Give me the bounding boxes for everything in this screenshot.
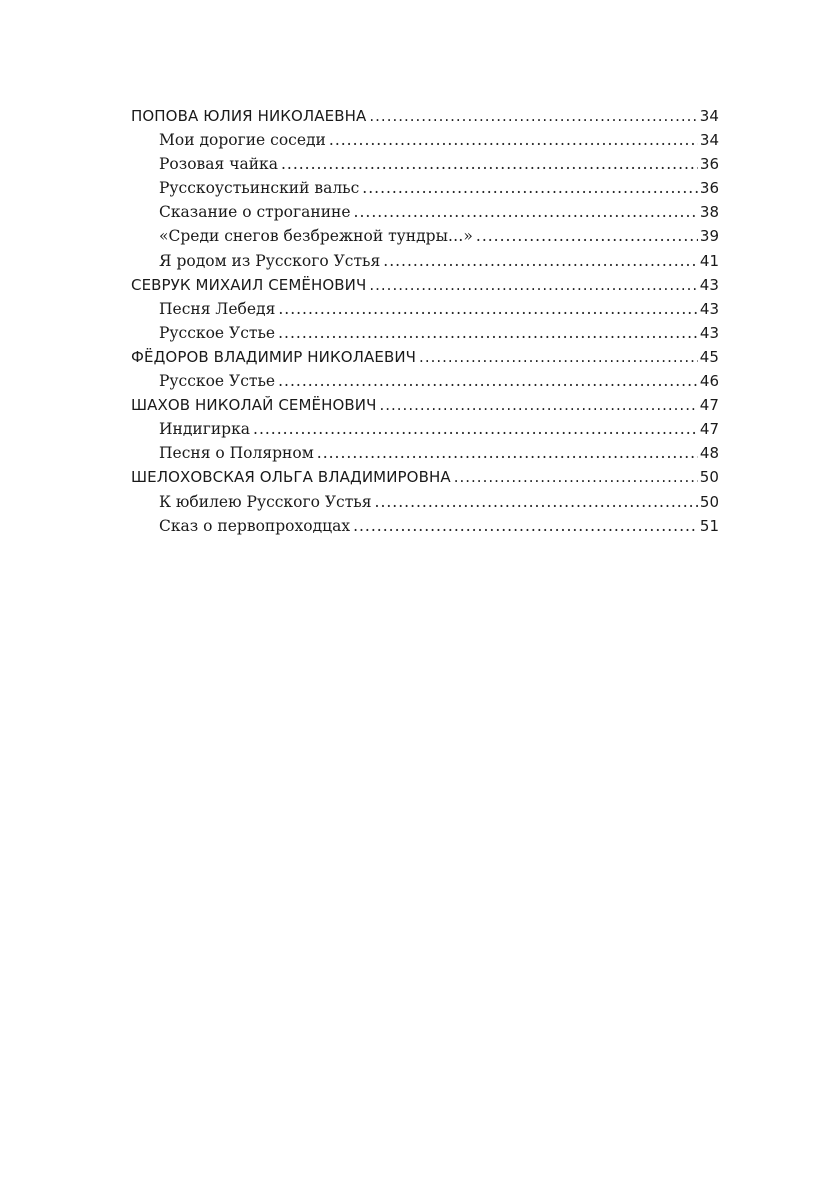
page-number: 47 <box>699 420 719 439</box>
toc-author-entry[interactable] <box>131 273 719 297</box>
page-number: 48 <box>699 444 719 463</box>
author-name: СЕВРУК МИХАИЛ СЕМЁНОВИЧ <box>131 275 367 294</box>
dot-leader <box>354 200 698 224</box>
page-number: 46 <box>699 372 719 391</box>
work-title: Мои дорогие соседи <box>159 131 326 150</box>
work-title: К юбилею Русского Устья <box>159 492 372 511</box>
dot-leader <box>369 273 697 297</box>
work-title: «Среди снегов безбрежной тундры…» <box>159 227 473 246</box>
toc-work-entry[interactable] <box>131 369 719 393</box>
dot-leader <box>281 152 698 176</box>
work-title: Русское Устье <box>159 323 276 342</box>
work-title: Сказ о первопроходцах <box>159 516 351 535</box>
toc-work-entry[interactable] <box>131 441 719 465</box>
work-title: Розовая чайка <box>159 155 278 174</box>
dot-leader <box>454 465 698 489</box>
author-name: ШАХОВ НИКОЛАЙ СЕМЁНОВИЧ <box>131 396 377 415</box>
toc-work-entry[interactable] <box>131 514 719 538</box>
dot-leader <box>369 104 697 128</box>
toc-author-entry[interactable] <box>131 465 719 489</box>
toc-work-entry[interactable] <box>131 321 719 345</box>
page-number: 45 <box>699 347 719 366</box>
table-of-contents <box>131 104 719 538</box>
page-number: 50 <box>699 468 719 487</box>
toc-work-entry[interactable] <box>131 417 719 441</box>
author-name: ФЁДОРОВ ВЛАДИМИР НИКОЛАЕВИЧ <box>131 347 417 366</box>
page-number: 43 <box>699 299 719 318</box>
page-number: 36 <box>699 155 719 174</box>
dot-leader <box>379 393 697 417</box>
dot-leader <box>317 441 698 465</box>
toc-work-entry[interactable] <box>131 200 719 224</box>
toc-work-entry[interactable] <box>131 249 719 273</box>
work-title: Русское Устье <box>159 372 276 391</box>
work-title: Песня Лебедя <box>159 299 276 318</box>
dot-leader <box>375 490 698 514</box>
work-title: Индигирка <box>159 420 251 439</box>
toc-work-entry[interactable] <box>131 297 719 321</box>
page-number: 50 <box>699 492 719 511</box>
dot-leader <box>476 224 698 248</box>
dot-leader <box>253 417 698 441</box>
dot-leader <box>278 321 698 345</box>
toc-work-entry[interactable] <box>131 490 719 514</box>
page-number: 38 <box>699 203 719 222</box>
author-name: ШЕЛОХОВСКАЯ ОЛЬГА ВЛАДИМИРОВНА <box>131 468 451 487</box>
page-number: 43 <box>699 275 719 294</box>
dot-leader <box>278 297 698 321</box>
page-number: 41 <box>699 251 719 270</box>
dot-leader <box>362 176 698 200</box>
work-title: Песня о Полярном <box>159 444 314 463</box>
work-title: Сказание о строганине <box>159 203 351 222</box>
toc-work-entry[interactable] <box>131 152 719 176</box>
page-number: 36 <box>699 179 719 198</box>
work-title: Я родом из Русского Устья <box>159 251 381 270</box>
dot-leader <box>383 249 698 273</box>
page-number: 51 <box>699 516 719 535</box>
page-number: 43 <box>699 323 719 342</box>
dot-leader <box>329 128 698 152</box>
toc-author-entry[interactable] <box>131 104 719 128</box>
toc-work-entry[interactable] <box>131 128 719 152</box>
page-number: 39 <box>699 227 719 246</box>
dot-leader <box>278 369 698 393</box>
author-name: ПОПОВА ЮЛИЯ НИКОЛАЕВНА <box>131 107 367 125</box>
dot-leader <box>419 345 698 369</box>
page-number: 34 <box>699 107 719 125</box>
page-number: 34 <box>699 131 719 150</box>
toc-work-entry[interactable] <box>131 224 719 248</box>
dot-leader <box>353 514 698 538</box>
page-number: 47 <box>699 396 719 415</box>
toc-author-entry[interactable] <box>131 345 719 369</box>
toc-author-entry[interactable] <box>131 393 719 417</box>
toc-work-entry[interactable] <box>131 176 719 200</box>
work-title: Русскоустьинский вальс <box>159 179 360 198</box>
